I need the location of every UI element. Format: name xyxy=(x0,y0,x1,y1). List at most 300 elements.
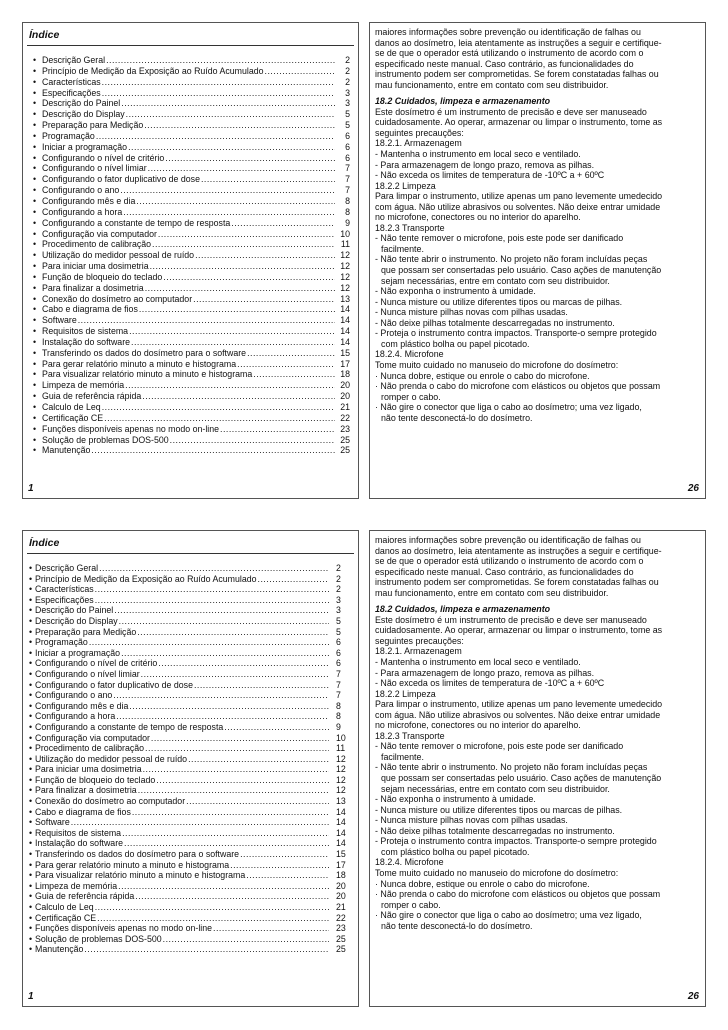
bullet-icon: • xyxy=(29,764,33,775)
text-line: sejam necessárias, entre em contato com seu distribuidor. xyxy=(381,783,610,794)
dot-leader xyxy=(95,595,329,606)
toc-entry xyxy=(29,807,352,818)
toc-entry-title: Funções disponíveis apenas no modo on-line xyxy=(35,923,213,934)
toc-entry-title: Configurando o fator duplicativo de dose xyxy=(42,174,200,185)
toc-entry-title: Descrição Geral xyxy=(42,55,106,65)
toc-entry-title: Conexão do dosímetro ao computador xyxy=(42,293,193,304)
toc-entry-title: Procedimento de calibração xyxy=(42,239,152,250)
text-line: 18.2.3 Transporte xyxy=(375,222,445,233)
bullet-icon: • xyxy=(29,637,33,648)
text-page-right xyxy=(369,22,706,499)
toc-entry xyxy=(29,838,352,849)
dot-leader xyxy=(121,648,329,659)
bullet-icon: • xyxy=(33,380,37,391)
toc-entry xyxy=(29,891,352,902)
dot-leader xyxy=(188,754,329,765)
bullet-icon: • xyxy=(29,615,33,626)
text-line: - Nunca misture ou utilize diferentes tipos ou marcas de pilhas. xyxy=(375,296,623,307)
toc-entry-page: 13 xyxy=(336,796,346,807)
text-line: · Não gire o conector que liga o cabo ao dosímetro; uma vez ligado, xyxy=(375,402,642,413)
dot-leader xyxy=(116,711,329,722)
toc-entry xyxy=(29,870,352,881)
toc-entry-page: 2 xyxy=(345,55,350,65)
toc-entry-page: 8 xyxy=(336,700,341,711)
toc-entry-title: Configurando a hora xyxy=(42,206,123,217)
text-line: - Não exceda os limites de temperatura de -10ºC a + 60ºC xyxy=(375,170,605,181)
toc-entry-page: 20 xyxy=(336,880,346,891)
bullet-icon: • xyxy=(33,369,37,380)
toc-entry xyxy=(29,743,352,754)
toc-entry xyxy=(33,337,350,348)
toc-entry xyxy=(33,98,350,109)
bullet-icon: • xyxy=(29,711,33,722)
toc-entry-title: Configurando a hora xyxy=(35,711,116,722)
bullet-icon: • xyxy=(33,109,37,120)
text-line: - Não deixe pilhas totalmente descarregadas no instrumento. xyxy=(375,317,615,328)
bullet-icon: • xyxy=(29,647,33,658)
toc-entry-page: 9 xyxy=(345,217,350,228)
dot-leader xyxy=(163,272,335,283)
text-line: se de que o operador está utilizando o instrumento de acordo com o xyxy=(375,556,644,567)
toc-entry-page: 9 xyxy=(336,721,341,732)
toc-entry-page: 7 xyxy=(345,174,350,185)
dot-leader xyxy=(95,902,329,913)
page-body-text xyxy=(375,535,700,931)
bullet-icon: • xyxy=(29,827,33,838)
toc-entry-title: Transferindo os dados do dosímetro para o software xyxy=(35,849,240,860)
text-line: danos ao dosímetro, leia atentamente as instruções a seguir e certifique- xyxy=(375,37,662,48)
toc-entry-title: Iniciar a programação xyxy=(35,647,121,658)
toc-entry-title: Calculo de Leq xyxy=(35,902,94,912)
bullet-icon: • xyxy=(33,358,37,369)
toc-entry xyxy=(33,131,350,142)
dot-leader xyxy=(220,424,335,435)
toc-entry-title: Descrição do Display xyxy=(35,615,118,626)
page-body-text xyxy=(375,27,700,423)
toc-entry xyxy=(29,923,352,934)
bullet-icon: • xyxy=(33,174,37,185)
toc-entry-title: Conexão do dosímetro ao computador xyxy=(35,796,186,807)
toc-entry-title: Configurando o ano xyxy=(42,185,120,196)
text-line: · Nunca dobre, estique ou enrole o cabo do microfone. xyxy=(375,370,590,381)
toc-entry-page: 11 xyxy=(340,239,350,250)
dot-leader xyxy=(230,860,329,871)
toc-entry-page: 3 xyxy=(336,605,341,616)
text-line: romper o cabo. xyxy=(381,391,441,402)
toc-entry-page: 10 xyxy=(340,228,350,239)
text-line: mau funcionamento, entre em contato com seu distribuidor. xyxy=(375,587,609,598)
toc-entry-title: Limpeza de memória xyxy=(42,380,125,391)
bullet-icon: • xyxy=(29,880,33,891)
toc-entry-page: 2 xyxy=(345,76,350,87)
toc-entry-title: Configurando o ano xyxy=(35,690,113,701)
text-line: seguintes precauções: xyxy=(375,127,464,138)
toc-entry-title: Configurando a constante de tempo de resposta xyxy=(35,721,224,732)
text-line: danos ao dosímetro, leia atentamente as instruções a seguir e certifique- xyxy=(375,545,662,556)
dot-leader xyxy=(186,796,329,807)
toc-entry-page: 13 xyxy=(340,293,350,304)
toc-entry-page: 3 xyxy=(345,87,350,98)
text-line: 18.2.2 Limpeza xyxy=(375,688,436,699)
toc-entry xyxy=(33,413,350,424)
title-rule xyxy=(27,45,354,46)
dot-leader xyxy=(71,817,329,828)
toc-entry-title: Programação xyxy=(42,130,95,141)
bullet-icon: • xyxy=(29,563,33,573)
toc-entry-page: 6 xyxy=(336,658,341,669)
index-page-left xyxy=(22,22,359,499)
dot-leader xyxy=(246,870,329,881)
text-line: maiores informações sobre prevenção ou identificação de falhas ou xyxy=(375,535,641,545)
bullet-icon: • xyxy=(29,796,33,807)
toc-entry xyxy=(33,229,350,240)
text-line: - Não exceda os limites de temperatura de -10ºC a + 60ºC xyxy=(375,678,605,689)
toc-entry xyxy=(29,881,352,892)
toc-entry xyxy=(33,142,350,153)
toc-entry-page: 7 xyxy=(345,163,350,174)
text-line: não tente desconectá-lo do dosímetro. xyxy=(381,412,533,423)
dot-leader xyxy=(258,574,329,585)
dot-leader xyxy=(156,775,329,786)
dot-leader xyxy=(113,690,329,701)
text-line: - Nunca misture ou utilize diferentes tipos ou marcas de pilhas. xyxy=(375,804,623,815)
text-line: 18.2.4. Microfone xyxy=(375,349,444,360)
page-number-right: 26 xyxy=(687,991,699,1002)
title-rule xyxy=(27,553,354,554)
toc-entry-title: Instalação do software xyxy=(35,838,124,849)
toc-entry xyxy=(29,648,352,659)
text-line: - Não exponha o instrumento à umidade. xyxy=(375,794,536,805)
dot-leader xyxy=(158,658,329,669)
bullet-icon: • xyxy=(33,250,37,261)
text-line: com plástico bolha ou papel picotado. xyxy=(381,338,530,349)
bullet-icon: • xyxy=(29,774,33,785)
toc-entry xyxy=(29,627,352,638)
bullet-icon: • xyxy=(33,76,37,87)
toc-entry xyxy=(29,849,352,860)
bullet-icon: • xyxy=(29,668,33,679)
dot-leader xyxy=(102,77,335,88)
toc-entry-title: Para visualizar relatório minuto a minuto e histograma xyxy=(42,369,253,380)
bullet-icon: • xyxy=(33,141,37,152)
toc-entry-title: Descrição do Painel xyxy=(35,605,114,616)
text-line: no microfone, conectores ou no interior do aparelho. xyxy=(375,212,581,223)
toc-entry-title: Descrição Geral xyxy=(35,563,99,573)
text-line: seguintes precauções: xyxy=(375,635,464,646)
text-line: - Proteja o instrumento contra impactos. Transporte-o sempre protegido xyxy=(375,836,657,847)
dot-leader xyxy=(114,605,329,616)
dot-leader xyxy=(170,435,335,446)
toc-entry-page: 14 xyxy=(336,806,346,817)
bullet-icon: • xyxy=(29,605,33,616)
toc-entry-title: Preparação para Medição xyxy=(42,120,144,131)
dot-leader xyxy=(193,294,335,305)
bullet-icon: • xyxy=(33,445,37,456)
toc-entry-title: Programação xyxy=(35,637,88,648)
toc-entry xyxy=(29,711,352,722)
bullet-icon: • xyxy=(33,402,37,412)
toc-entry-page: 10 xyxy=(336,732,346,743)
toc-entry xyxy=(33,218,350,229)
toc-entry-page: 12 xyxy=(340,261,350,272)
toc-entry xyxy=(33,109,350,120)
toc-entry-title: Transferindo os dados do dosímetro para o software xyxy=(42,347,247,358)
text-line: com água. Não utilize abrasivos ou solventes. Não deixe entrar umidade xyxy=(375,201,661,212)
bullet-icon: • xyxy=(29,679,33,690)
toc-entry xyxy=(33,348,350,359)
dot-leader xyxy=(102,402,335,413)
bullet-icon: • xyxy=(33,304,37,315)
toc-entry xyxy=(29,754,352,765)
toc-entry-page: 3 xyxy=(336,594,341,605)
dot-leader xyxy=(122,828,329,839)
toc-entry-page: 18 xyxy=(340,369,350,380)
toc-entry xyxy=(29,616,352,627)
toc-entry-title: Utilização do medidor pessoal de ruído xyxy=(35,753,188,764)
dot-leader xyxy=(213,923,329,934)
toc-entry-title: Iniciar a programação xyxy=(42,141,128,152)
dot-leader xyxy=(119,616,329,627)
bullet-icon: • xyxy=(33,282,37,293)
toc-entry-title: Software xyxy=(35,817,70,828)
toc-entry xyxy=(29,828,352,839)
toc-entry-page: 12 xyxy=(336,774,346,785)
toc-entry-title: Características xyxy=(42,76,101,87)
text-line: - Não tente abrir o instrumento. No projeto não foram incluídas peças xyxy=(375,254,648,265)
toc-entry-page: 21 xyxy=(340,402,350,412)
toc-entry xyxy=(33,55,350,66)
toc-entry xyxy=(33,66,350,77)
text-line: 18.2.4. Microfone xyxy=(375,857,444,868)
bullet-icon: • xyxy=(29,743,33,754)
dot-leader xyxy=(152,239,335,250)
dot-leader xyxy=(132,807,329,818)
toc-entry-page: 5 xyxy=(345,120,350,131)
toc-entry-page: 25 xyxy=(340,434,350,445)
dot-leader xyxy=(201,174,335,185)
toc-entry xyxy=(33,88,350,99)
dot-leader xyxy=(129,701,329,712)
document-spread-top xyxy=(22,22,706,499)
toc-entry xyxy=(29,637,352,648)
toc-entry xyxy=(29,669,352,680)
toc-entry-page: 12 xyxy=(340,271,350,282)
text-line: sejam necessárias, entre em contato com seu distribuidor. xyxy=(381,275,610,286)
bullet-icon: • xyxy=(29,838,33,849)
bullet-icon: • xyxy=(29,944,33,955)
toc-entry-title: Configurando mês e dia xyxy=(42,195,136,206)
text-line: Para limpar o instrumento, utilize apenas um pano levemente umedecido xyxy=(375,699,663,710)
toc-entry-page: 2 xyxy=(336,573,341,584)
toc-entry xyxy=(33,294,350,305)
index-title: Índice xyxy=(29,537,60,549)
toc-entry xyxy=(33,77,350,88)
toc-entry-page: 7 xyxy=(345,185,350,196)
text-line: maiores informações sobre prevenção ou identificação de falhas ou xyxy=(375,27,641,37)
text-line: Para limpar o instrumento, utilize apenas um pano levemente umedecido xyxy=(375,191,663,202)
toc-entry xyxy=(33,315,350,326)
toc-entry-page: 14 xyxy=(336,827,346,838)
toc-entry xyxy=(33,163,350,174)
bullet-icon: • xyxy=(29,690,33,701)
dot-leader xyxy=(165,153,335,164)
dot-leader xyxy=(104,413,335,424)
dot-leader xyxy=(151,733,329,744)
text-line: mau funcionamento, entre em contato com seu distribuidor. xyxy=(375,79,609,90)
toc-entry-page: 17 xyxy=(340,358,350,369)
toc-entry xyxy=(29,764,352,775)
toc-entry xyxy=(29,860,352,871)
bullet-icon: • xyxy=(29,933,33,944)
toc-entry-page: 6 xyxy=(336,637,341,648)
bullet-icon: • xyxy=(33,315,37,326)
toc-entry xyxy=(29,680,352,691)
dot-leader xyxy=(143,764,329,775)
toc-entry xyxy=(33,153,350,164)
toc-entry-title: Configurando mês e dia xyxy=(35,700,129,711)
toc-entry-title: Configuração via computador xyxy=(42,228,157,239)
dot-leader xyxy=(224,722,329,733)
toc-entry xyxy=(33,402,350,413)
toc-entry-page: 14 xyxy=(340,336,350,347)
toc-entry-title: Função de bloqueio do teclado xyxy=(42,271,163,282)
text-line: instrumento podem ser comprometidas. Se forem constatadas falhas ou xyxy=(375,577,659,588)
text-line: - Nunca misture pilhas novas com pilhas usadas. xyxy=(375,307,568,318)
dot-leader xyxy=(129,326,335,337)
toc-entry-title: Princípio de Medição da Exposição ao Ruído Acumulado xyxy=(35,573,257,584)
toc-entry-page: 12 xyxy=(340,282,350,293)
toc-entry-page: 5 xyxy=(336,615,341,626)
toc-entry-title: Características xyxy=(35,584,94,595)
toc-entry-title: Para finalizar a dosimetria xyxy=(42,282,144,293)
bullet-icon: • xyxy=(29,859,33,870)
dot-leader xyxy=(144,120,335,131)
bullet-icon: • xyxy=(29,732,33,743)
toc-entry-page: 21 xyxy=(336,902,346,912)
dot-leader xyxy=(231,218,335,229)
toc-entry xyxy=(33,250,350,261)
dot-leader xyxy=(148,163,335,174)
bullet-icon: • xyxy=(29,753,33,764)
bullet-icon: • xyxy=(29,891,33,902)
bullet-icon: • xyxy=(33,87,37,98)
toc-entry-page: 7 xyxy=(336,690,341,701)
dot-leader xyxy=(135,891,329,902)
bullet-icon: • xyxy=(29,912,33,923)
toc-entry-title: Procedimento de calibração xyxy=(35,743,145,754)
toc-entry xyxy=(29,775,352,786)
bullet-icon: • xyxy=(29,700,33,711)
toc-entry-title: Solução de problemas DOS-500 xyxy=(35,933,162,944)
toc-entry-page: 3 xyxy=(345,98,350,109)
bullet-icon: • xyxy=(33,412,37,423)
toc-entry xyxy=(33,239,350,250)
dot-leader xyxy=(95,584,329,595)
toc-entry-page: 22 xyxy=(340,412,350,423)
toc-entry xyxy=(33,283,350,294)
toc-entry-page: 12 xyxy=(336,753,346,764)
text-line: cuidadosamente. Ao operar, armazenar ou limpar o instrumento, tome as xyxy=(375,625,663,636)
toc-entry-page: 2 xyxy=(336,584,341,595)
page-number-left: 1 xyxy=(28,483,34,494)
toc-entry-title: Calculo de Leq xyxy=(42,402,101,412)
toc-entry xyxy=(29,796,352,807)
text-line: - Para armazenagem de longo prazo, remova as pilhas. xyxy=(375,667,595,678)
toc-entry-title: Para finalizar a dosimetria xyxy=(35,785,137,796)
toc-entry-title: Cabo e diagrama de fios xyxy=(35,806,131,817)
dot-leader xyxy=(118,881,329,892)
bullet-icon: • xyxy=(33,217,37,228)
toc-entry xyxy=(33,272,350,283)
toc-entry-title: Cabo e diagrama de fios xyxy=(42,304,138,315)
dot-leader xyxy=(240,849,329,860)
dot-leader xyxy=(99,563,329,574)
bullet-icon: • xyxy=(29,658,33,669)
toc-entry-title: Software xyxy=(42,315,77,326)
toc-entry-page: 2 xyxy=(345,65,350,76)
toc-entry xyxy=(29,658,352,669)
toc-entry-title: Configurando o nível limiar xyxy=(35,668,140,679)
toc-entry-page: 20 xyxy=(336,891,346,902)
text-line: Tome muito cuidado no manuseio do microfone do dosímetro: xyxy=(375,359,619,370)
bullet-icon: • xyxy=(33,336,37,347)
toc-entry-title: Manutenção xyxy=(42,445,91,456)
toc-entry-page: 5 xyxy=(336,626,341,637)
dot-leader xyxy=(125,380,335,391)
text-line: - Mantenha o instrumento em local seco e ventilado. xyxy=(375,149,581,160)
toc-entry-page: 12 xyxy=(336,785,346,796)
toc-entry-page: 25 xyxy=(340,445,350,456)
toc-entry-title: Requisitos de sistema xyxy=(42,326,129,337)
toc-entry xyxy=(33,326,350,337)
text-line: 18.2.2 Limpeza xyxy=(375,180,436,191)
toc-entry-title: Para gerar relatório minuto a minuto e histograma xyxy=(35,859,230,870)
bullet-icon: • xyxy=(33,65,37,76)
toc-entry-title: Configurando o nível de critério xyxy=(35,658,158,669)
toc-entry xyxy=(33,380,350,391)
text-line: não tente desconectá-lo do dosímetro. xyxy=(381,920,533,931)
dot-leader xyxy=(145,743,329,754)
text-line: 18.2.1. Armazenagem xyxy=(375,138,462,149)
dot-leader xyxy=(84,944,329,955)
bullet-icon: • xyxy=(33,434,37,445)
toc-entry xyxy=(29,722,352,733)
text-line: no microfone, conectores ou no interior do aparelho. xyxy=(375,720,581,731)
toc-entry-title: Para iniciar uma dosimetria xyxy=(42,261,149,272)
dot-leader xyxy=(89,637,329,648)
toc-entry-page: 8 xyxy=(345,206,350,217)
toc-entry-title: Função de bloqueio do teclado xyxy=(35,774,156,785)
toc-entry-page: 20 xyxy=(340,380,350,391)
toc-entry xyxy=(33,424,350,435)
dot-leader xyxy=(126,109,335,120)
toc-entry xyxy=(29,701,352,712)
bullet-icon: • xyxy=(29,721,33,732)
bullet-icon: • xyxy=(33,347,37,358)
bullet-icon: • xyxy=(33,98,37,109)
toc-entry-title: Manutenção xyxy=(35,944,84,955)
toc-entry-title: Certificação CE xyxy=(35,912,97,923)
toc-entry-title: Descrição do Display xyxy=(42,109,125,120)
toc-entry-title: Utilização do medidor pessoal de ruído xyxy=(42,250,195,261)
index-page-left xyxy=(22,530,359,1007)
toc-entry-page: 12 xyxy=(336,764,346,775)
bullet-icon: • xyxy=(33,195,37,206)
bullet-icon: • xyxy=(29,806,33,817)
section-heading: 18.2 Cuidados, limpeza e armazenamento xyxy=(375,604,551,615)
toc-entry xyxy=(29,595,352,606)
toc-entry-title: Solução de problemas DOS-500 xyxy=(42,434,169,445)
